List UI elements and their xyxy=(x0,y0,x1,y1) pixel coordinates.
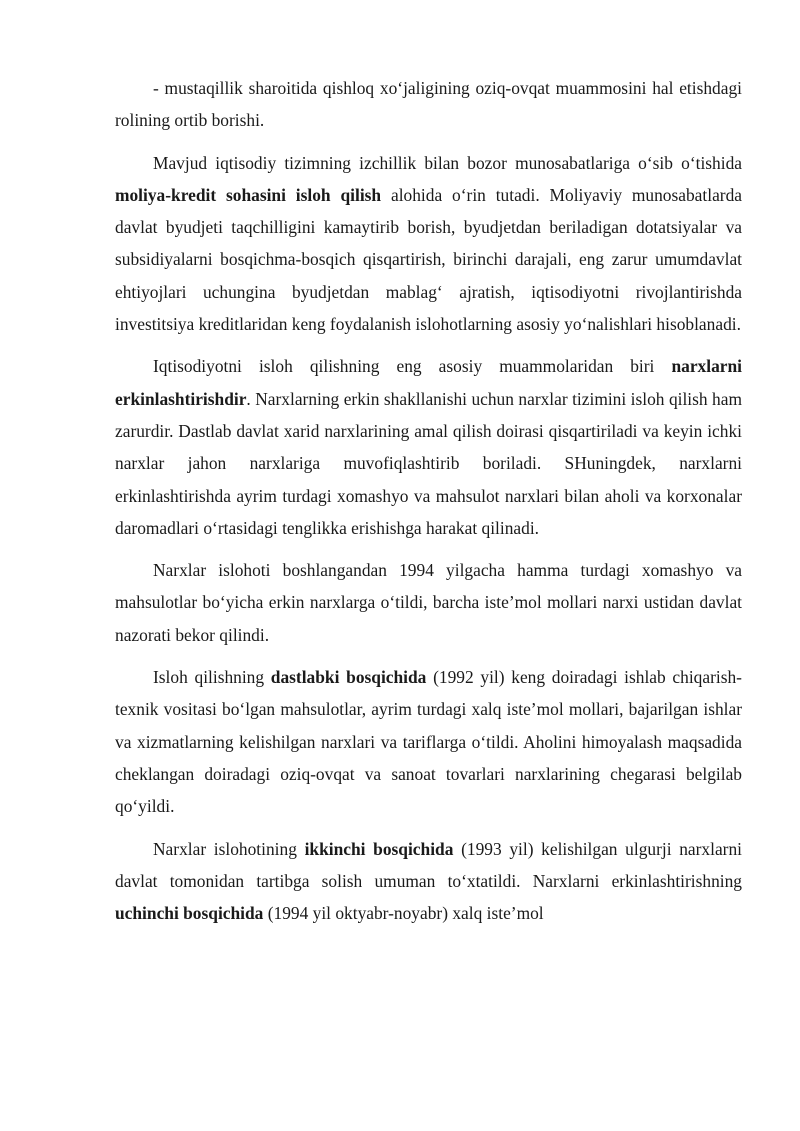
paragraph-5 xyxy=(115,661,742,822)
text-run: (1992 yil) keng doiradagi ishlab chiqarish-texnik vositasi bo‘lgan mahsulotlar, ayrim turdagi xalq iste’mol mollari, bajarilgan ishlar va xizmatlarning kelishilgan narxlari va tariflarga o‘tildi. Aholini himoyalash maqsadida cheklangan doiradagi oziq-ovqat va sanoat tovarlari narxlarining chegarasi belgilab qo‘yildi. xyxy=(115,667,742,817)
bold-term: narxlarni erkinlashtirishdir xyxy=(115,356,742,409)
text-run: alohida o‘rin tutadi. Moliyaviy munosabatlarda davlat byudjeti taqchilligini kamaytirib borish, byudjetdan beriladigan dotatsiyalar va subsidiyalarni bosqichma-bosqich qisqartirish, birinchi darajali, eng zarur umumdavlat ehtiyojlari uchungina byudjetdan mablag‘ ajratish, iqtisodiyotni rivojlantirishda investitsiya kreditlaridan keng foydalanish islohotlarning asosiy yo‘nalishlari hisoblanadi. xyxy=(115,184,742,335)
text-run: Isloh qilishning xyxy=(153,667,271,688)
bold-term: uchinchi bosqichida xyxy=(115,903,264,924)
text-run: Narxlar islohotining xyxy=(153,838,305,859)
paragraph-1 xyxy=(115,72,742,137)
text-run: (1994 yil oktyabr-noyabr) xalq iste’mol xyxy=(263,903,544,924)
text-run: (1993 yil) kelishilgan ulgurji narxlarni davlat tomonidan tartibga solish umuman to‘xtatildi. Narxlarni erkinlashtirishning xyxy=(115,838,743,891)
document-page xyxy=(115,72,742,939)
text-run: Narxlar islohoti boshlangandan 1994 yilgacha hamma turdagi xomashyo va mahsulotlar bo‘yicha erkin narxlarga o‘tildi, barcha iste’mol mollari narxi ustidan davlat nazorati bekor qilindi. xyxy=(115,560,742,645)
bold-term: moliya-kredit sohasini isloh qilish xyxy=(115,184,382,205)
bold-term: dastlabki bosqichida xyxy=(270,667,427,688)
bold-term: ikkinchi bosqichida xyxy=(304,838,454,859)
text-run: Iqtisodiyotni isloh qilishning eng asosiy muammolaridan biri xyxy=(153,356,672,377)
paragraph-3 xyxy=(115,350,742,544)
paragraph-4 xyxy=(115,554,742,651)
text-run: - mustaqillik sharoitida qishloq xo‘jaligining oziq-ovqat muammosini hal etishdagi rolining ortib borishi. xyxy=(115,78,742,131)
text-run: . Narxlarning erkin shakllanishi uchun narxlar tizimini isloh qilish ham zarurdir. Dastlab davlat xarid narxlarining amal qilish doirasi qisqartiriladi va keyin ichki narxlar jahon narxlariga muvofiqlashtirib boriladi. SHuningdek, narxlarni erkinlashtirishda ayrim turdagi xomashyo va mahsulot narxlari bilan aholi va korxonalar daromadlari o‘rtasidagi tenglikka erishishga harakat qilinadi. xyxy=(115,388,742,538)
paragraph-2 xyxy=(115,147,742,341)
paragraph-6 xyxy=(115,833,742,930)
text-run: Mavjud iqtisodiy tizimning izchillik bilan bozor munosabatlariga o‘sib o‘tishida xyxy=(153,152,742,173)
